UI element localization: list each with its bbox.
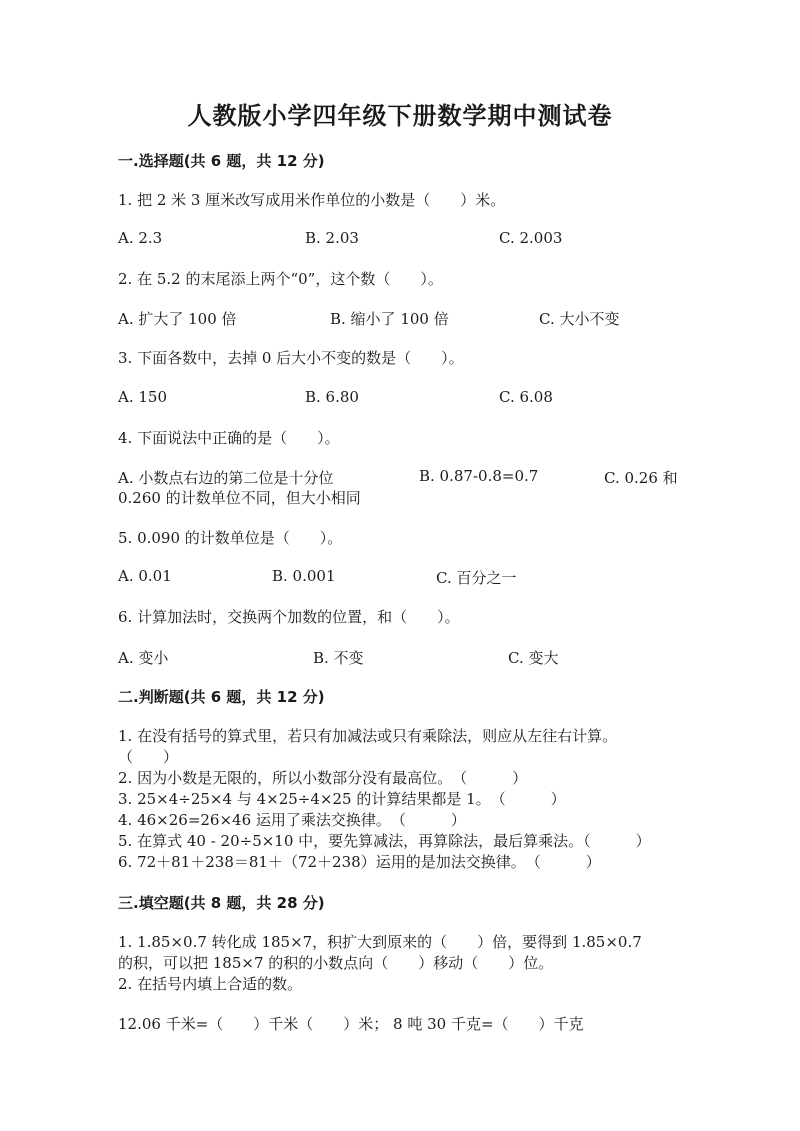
section-heading-fill-blank: 三.填空题(共 8 题，共 28 分): [118, 894, 325, 912]
section-heading-judgement: 二.判断题(共 6 题，共 12 分): [118, 688, 325, 706]
option-b: B. 缩小了 100 倍: [330, 310, 449, 328]
fill-line: 12.06 千米=（ ）千米（ ）米； 8 吨 30 千克=（ ）千克: [118, 1015, 584, 1033]
option-c-continuation: 0.260 的计数单位不同，但大小相同: [118, 489, 361, 507]
option-b: B. 0.001: [272, 567, 336, 585]
judgement-line: （ ）: [118, 748, 179, 766]
option-c: C. 变大: [508, 649, 559, 667]
fill-line: 1. 1.85×0.7 转化成 185×7，积扩大到原来的（ ）倍，要得到 1.85×0.7: [118, 933, 642, 951]
question-text: 3. 下面各数中，去掉 0 后大小不变的数是（ ）。: [118, 349, 464, 367]
judgement-line: 5. 在算式 40 - 20÷5×10 中，要先算减法，再算除法，最后算乘法。（ ）: [118, 832, 651, 850]
fill-line: 的积，可以把 185×7 的积的小数点向（ ）移动（ ）位。: [118, 954, 554, 972]
option-c: C. 0.26 和: [604, 469, 678, 487]
question-text: 6. 计算加法时，交换两个加数的位置，和（ ）。: [118, 608, 460, 626]
option-c: C. 6.08: [499, 388, 553, 406]
judgement-line: 6. 72＋81＋238＝81＋（72＋238）运用的是加法交换律。 （ ）: [118, 853, 601, 871]
option-a: A. 扩大了 100 倍: [118, 310, 237, 328]
question-text: 4. 下面说法中正确的是（ ）。: [118, 429, 340, 447]
option-b: B. 0.87-0.8=0.7: [419, 467, 539, 485]
option-b: B. 6.80: [305, 388, 359, 406]
option-a: A. 变小: [118, 649, 169, 667]
option-b: B. 2.03: [305, 229, 359, 247]
option-a: A. 2.3: [118, 229, 163, 247]
judgement-line: 2. 因为小数是无限的，所以小数部分没有最高位。 （ ）: [118, 769, 528, 787]
question-text: 2. 在 5.2 的末尾添上两个“0”，这个数（ ）。: [118, 270, 443, 288]
option-c: C. 2.003: [499, 229, 563, 247]
option-c: C. 百分之一: [436, 569, 517, 587]
page-title: 人教版小学四年级下册数学期中测试卷: [187, 102, 613, 130]
option-a: A. 小数点右边的第二位是十分位: [118, 469, 334, 487]
option-a: A. 150: [118, 388, 167, 406]
option-a: A. 0.01: [118, 567, 172, 585]
option-c: C. 大小不变: [539, 310, 620, 328]
question-text: 1. 把 2 米 3 厘米改写成用米作单位的小数是（ ）米。: [118, 191, 506, 209]
section-heading-choice: 一.选择题(共 6 题，共 12 分): [118, 152, 325, 170]
fill-line: 2. 在括号内填上合适的数。: [118, 975, 303, 993]
option-b: B. 不变: [313, 649, 364, 667]
judgement-line: 1. 在没有括号的算式里，若只有加减法或只有乘除法，则应从左往右计算。: [118, 727, 618, 745]
judgement-line: 3. 25×4÷25×4 与 4×25÷4×25 的计算结果都是 1。 （ ）: [118, 790, 566, 808]
judgement-line: 4. 46×26=26×46 运用了乘法交换律。 （ ）: [118, 811, 466, 829]
question-text: 5. 0.090 的计数单位是（ ）。: [118, 529, 343, 547]
